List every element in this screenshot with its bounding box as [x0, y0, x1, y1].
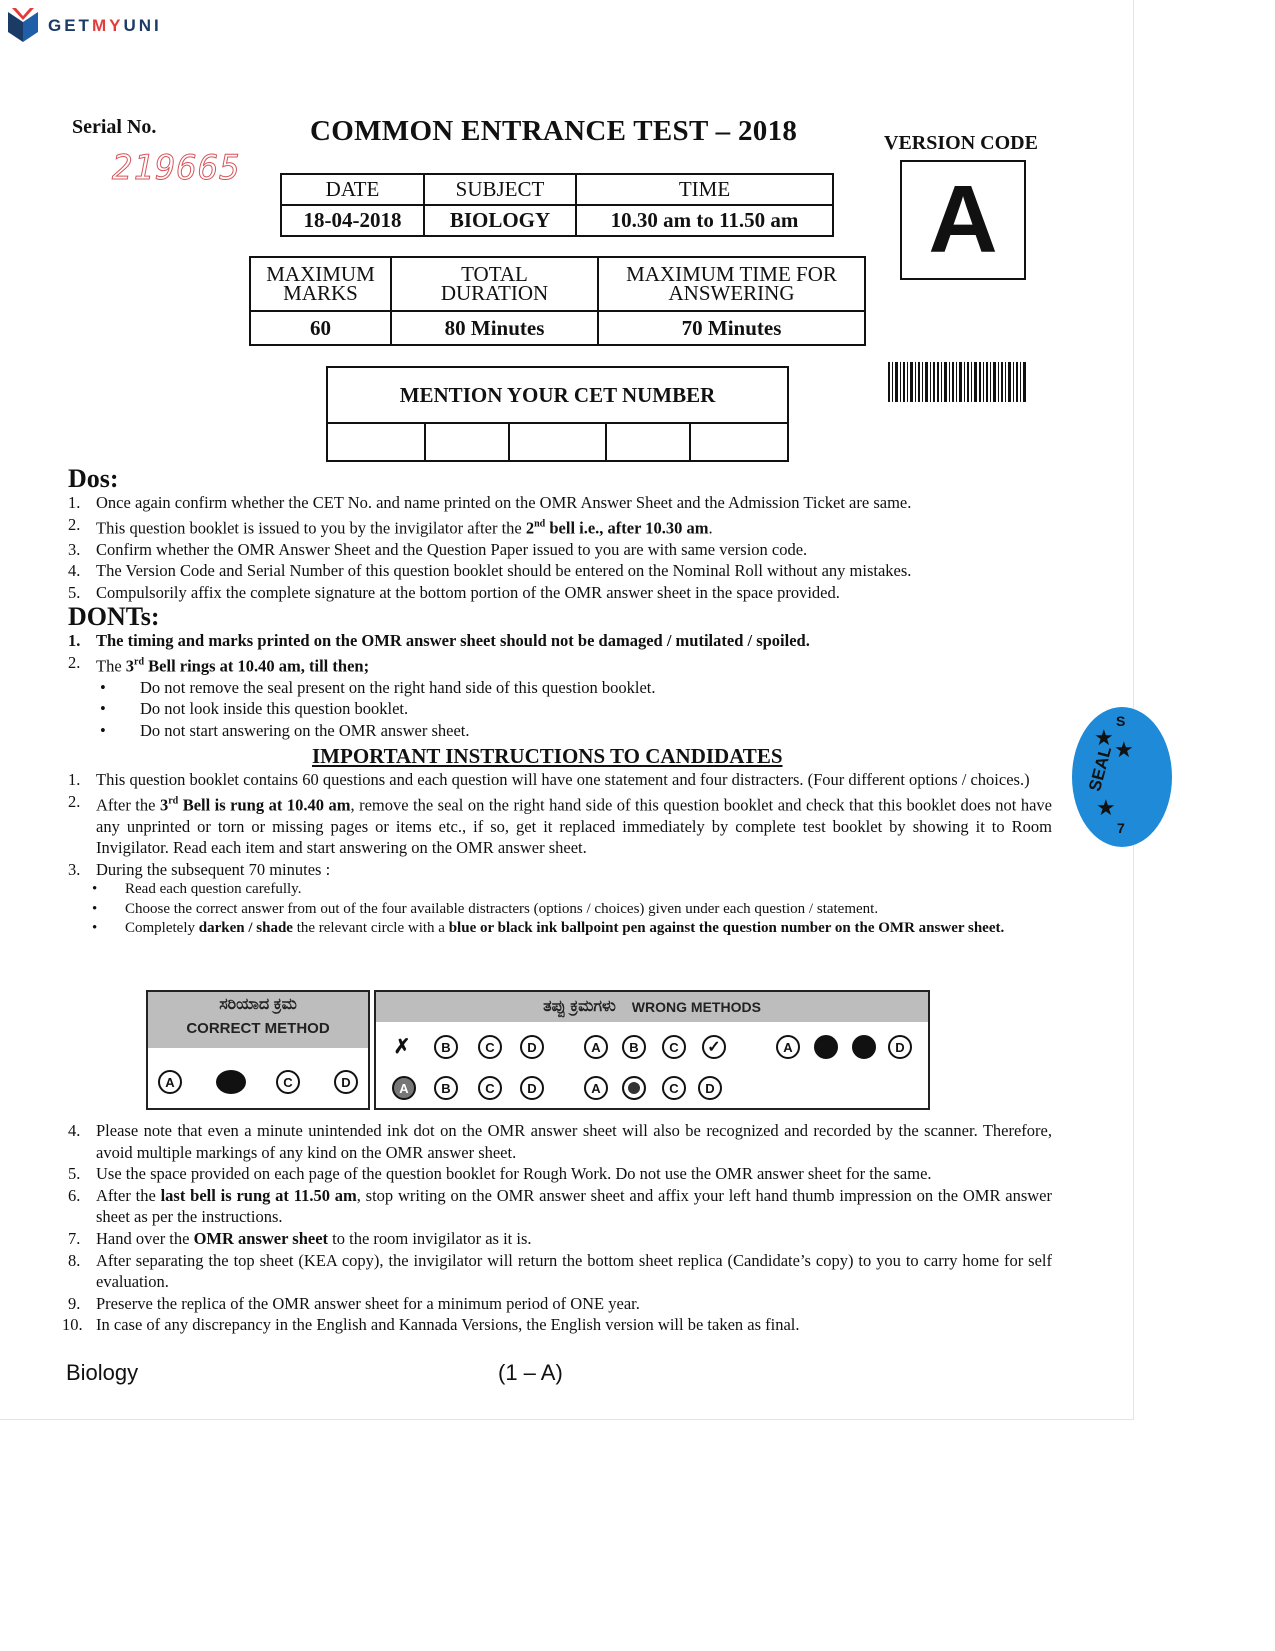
footer-subject: Biology — [66, 1360, 139, 1385]
list-item: 1. This question booklet contains 60 questions and each question will have one statement and four distracters. (Four different options / choices.) — [68, 770, 1030, 789]
option-bubble: A — [584, 1035, 608, 1059]
date-header: DATE — [281, 174, 424, 205]
list-item: 3. During the subsequent 70 minutes : — [68, 859, 331, 879]
list-item: 3. Confirm whether the OMR Answer Sheet and the Question Paper issued to you are with same version code. — [68, 539, 808, 559]
list-item: 1. Once again confirm whether the CET No. and name printed on the OMR Answer Sheet and the Admission Ticket are same. — [68, 493, 912, 512]
crossed-bubble: ✗ — [390, 1034, 414, 1058]
cet-digit-cell[interactable] — [606, 423, 690, 461]
star-icon: ★ — [1114, 737, 1134, 762]
correct-method-header: ಸರಿಯಾದ ಕ್ರಮ CORRECT METHOD — [148, 992, 368, 1048]
instructions-list-bottom — [62, 1120, 1052, 1336]
marks-table — [249, 256, 866, 346]
cet-number-label: MENTION YOUR CET NUMBER — [327, 367, 788, 423]
option-bubble: A — [158, 1070, 182, 1094]
cet-digit-cell[interactable] — [509, 423, 606, 461]
max-marks-header: MAXIMUM MARKS — [250, 257, 391, 311]
option-bubble: A — [584, 1076, 608, 1100]
option-bubble: A — [776, 1035, 800, 1059]
option-bubble: D — [334, 1070, 358, 1094]
cet-number-box — [326, 366, 789, 462]
donts-heading: DONTs: — [68, 602, 160, 631]
list-item: • Do not look inside this question booklet. — [100, 699, 409, 719]
list-item: 2. This question booklet is issued to you by the invigilator after the 2nd bell i.e., after 10.30 am. — [68, 514, 713, 538]
list-item: 10. In case of any discrepancy in the English and Kannada Versions, the English version will be taken as final. — [62, 1315, 800, 1335]
barcode — [888, 362, 1026, 402]
list-item: 4. Please note that even a minute unintended ink dot on the OMR answer sheet will also be recognized and recorded by the scanner. Therefore, avoid multiple markings of any kind on the OMR answer sheet. — [68, 1121, 1052, 1162]
serial-label: Serial No. — [72, 116, 157, 138]
filled-bubble — [814, 1035, 838, 1059]
partly-shaded-bubble: A — [392, 1076, 416, 1100]
cet-digit-cell[interactable] — [690, 423, 788, 461]
seal-number: 7 — [1117, 820, 1125, 836]
cet-digit-cell[interactable] — [425, 423, 509, 461]
dos-list — [68, 492, 1038, 603]
ticked-bubble: ✓ — [702, 1035, 726, 1059]
half-filled-bubble — [622, 1076, 646, 1100]
getmyuni-logo[interactable] — [8, 8, 162, 44]
list-item: 9. Preserve the replica of the OMR answer sheet for a minimum period of ONE year. — [68, 1293, 640, 1313]
option-bubble: C — [478, 1076, 502, 1100]
list-item: 5. Use the space provided on each page of the question booklet for Rough Work. Do not use the OMR answer sheet for the same. — [68, 1164, 932, 1184]
option-bubble: C — [276, 1070, 300, 1094]
star-icon: ★ — [1094, 725, 1114, 750]
list-item: 2. After the 3rd Bell is rung at 10.40 am, remove the seal on the right hand side of this question booklet and check that this booklet does not have any unprinted or torn or missing pages or items etc., if so, get it replaced immediately by complete test booklet by showing it to Room Invigilator. Read each item and start answering on the OMR answer sheet. — [68, 791, 1052, 858]
total-duration-header: TOTAL DURATION — [391, 257, 598, 311]
max-marks-value: 60 — [250, 311, 391, 345]
option-bubble: B — [622, 1035, 646, 1059]
list-item: • Do not remove the seal present on the right hand side of this question booklet. — [100, 677, 656, 697]
option-bubble: D — [698, 1076, 722, 1100]
list-item: 8. After separating the top sheet (KEA copy), the invigilator will return the bottom sheet replica (Candidate’s copy) to you to carry home for self evaluation. — [68, 1250, 1052, 1292]
option-bubble: C — [662, 1076, 686, 1100]
star-icon: ★ — [1096, 795, 1116, 820]
list-item: 1. The timing and marks printed on the OMR answer sheet should not be damaged / mutilated / spoiled. — [68, 631, 810, 650]
list-item: • Do not start answering on the OMR answer sheet. — [100, 720, 470, 740]
list-item: 7. Hand over the OMR answer sheet to the room invigilator as it is. — [68, 1228, 532, 1248]
logo-icon — [8, 8, 38, 44]
donts-list — [68, 630, 1038, 741]
option-bubble: C — [662, 1035, 686, 1059]
booklet-seal[interactable] — [1072, 707, 1172, 847]
subject-header: SUBJECT — [424, 174, 576, 205]
date-value: 18-04-2018 — [281, 205, 424, 236]
exam-title: COMMON ENTRANCE TEST – 2018 — [310, 115, 798, 147]
option-bubble: B — [434, 1076, 458, 1100]
logo-text: GETMYUNI — [48, 16, 162, 35]
option-bubble: B — [434, 1035, 458, 1059]
option-bubble: C — [478, 1035, 502, 1059]
list-item: 4. The Version Code and Serial Number of this question booklet should be entered on the Nominal Roll without any mistakes. — [68, 561, 912, 581]
cet-digit-cell[interactable] — [327, 423, 425, 461]
option-bubble: D — [520, 1076, 544, 1100]
filled-bubble — [216, 1070, 246, 1094]
dos-heading: Dos: — [68, 464, 119, 493]
instructions-heading: IMPORTANT INSTRUCTIONS TO CANDIDATES — [312, 744, 783, 768]
exam-info-table — [280, 173, 834, 237]
instructions-list-top — [68, 769, 1052, 939]
version-label: VERSION CODE — [884, 132, 1038, 154]
filled-bubble — [852, 1035, 876, 1059]
subject-value: BIOLOGY — [424, 205, 576, 236]
page-number: (1 – A) — [498, 1360, 563, 1385]
total-duration-value: 80 Minutes — [391, 311, 598, 345]
list-item: 5. Compulsorily affix the complete signature at the bottom portion of the OMR answer sheet in the space provided. — [68, 582, 840, 602]
max-time-header: MAXIMUM TIME FOR ANSWERING — [598, 257, 865, 311]
version-code-box: A — [900, 160, 1026, 280]
seal-letter: S — [1116, 713, 1126, 729]
seal-text: SEAL — [1085, 744, 1116, 794]
option-bubble: D — [520, 1035, 544, 1059]
max-time-value: 70 Minutes — [598, 311, 865, 345]
list-item: • Read each question carefully. — [92, 881, 302, 898]
list-item: • Choose the correct answer from out of the four available distracters (options / choices) given under each question / statement. — [92, 900, 879, 917]
list-item: 2. The 3rd Bell rings at 10.40 am, till then; — [68, 652, 370, 676]
time-header: TIME — [576, 174, 833, 205]
list-item: 6. After the last bell is rung at 11.50 am, stop writing on the OMR answer sheet and affix your left hand thumb impression on the OMR answer sheet as per the instructions. — [68, 1185, 1052, 1227]
option-bubble: D — [888, 1035, 912, 1059]
time-value: 10.30 am to 11.50 am — [576, 205, 833, 236]
serial-number: 219665 — [112, 148, 241, 188]
omr-marking-example — [146, 990, 930, 1110]
wrong-methods-header: ತಪ್ಪು ಕ್ರಮಗಳು WRONG METHODS — [376, 992, 928, 1022]
list-item: • Completely darken / shade the relevant circle with a blue or black ink ballpoint pen against the question number on the OMR answer sheet. — [92, 920, 1005, 937]
